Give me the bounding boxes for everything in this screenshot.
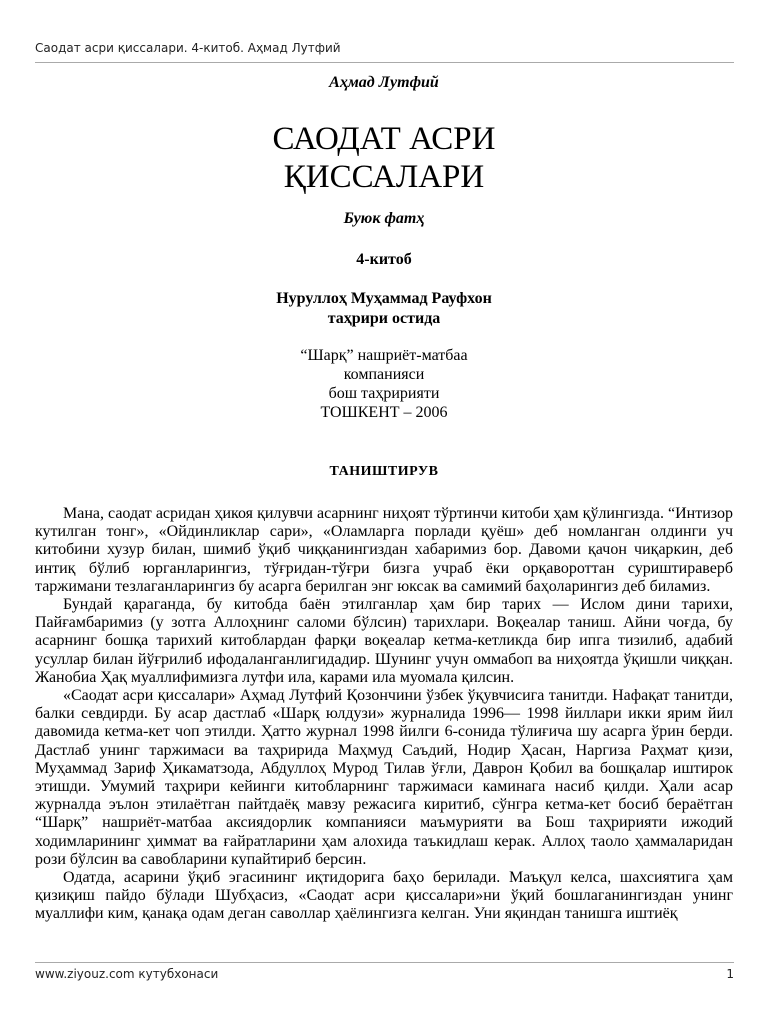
book-subtitle: Буюк фатҳ	[343, 210, 425, 227]
page-number: 1	[726, 967, 734, 981]
paragraph: Мана, саодат асридан ҳикоя қилувчи асарнинг ниҳоят тўртинчи китоби ҳам қўлингизда. “Интизор кутилган тонг», «Ойдинликлар сари», «Оламларга порлади қуёш» деб номланган олдинги уч китобини хузур билан, шимиб ўқиб чиққанингиздан хабаримиз бор. Давоми қачон чиқаркин, деб интиқ бўлиб юрганларингиз, тўғридан-тўғри бизга учраб ёки орқавороттан суриштираверб таржимани тезлаганларингиз бу асарга берилган энг юксак ва самимий баҳоларингиз деб биламиз.	[35, 505, 733, 595]
header-divider	[35, 62, 734, 63]
paragraph: Бундай қараганда, бу китобда баён этилганлар ҳам бир тарих — Ислом дини тарихи, Пайғамбаримиз (у зотга Аллоҳнинг саломи бўлсин) тарихлари. Воқеалар таниш. Айни чоғда, бу асарнинг бошқа тарихий китоблардан фарқи воқеалар кетма-кетликда бир ипга тизилиб, адабий усуллар билан йўғрилиб ифодаланганлигидадир. Шунинг учун оммабоп ва ниҳоятда ўқишли чиққан. Жанобиа Ҳақ муаллифимизга лутфи ила, карами ила муомала қилсин.	[35, 596, 733, 686]
editor-name: Нуруллоҳ Муҳаммад Рауфхон	[276, 290, 492, 307]
editor-block	[0, 289, 768, 329]
section-heading: ТАНИШТИРУВ	[329, 464, 439, 479]
footer-divider	[35, 962, 734, 963]
book-title-line-2: ҚИССАЛАРИ	[283, 159, 485, 195]
paragraph: «Саодат асри қиссалари» Аҳмад Лутфий Қозончини ўзбек ўқувчисига танитди. Нафақат танитди, балки севдирди. Бу асар дастлаб «Шарқ юлдузи» журналида 1996— 1998 йиллари икки ярим йил давомида кетма-кет чоп этилди. Ҳатто журнал 1998 йилги 6-сонида тўлиғича шу асарга ўрин берди. Дастлаб унинг таржимаси ва таҳририда Маҳмуд Саъдий, Нодир Ҳасан, Наргиза Раҳмат қизи, Муҳаммад Зариф Ҳикаматзода, Абдуллоҳ Мурод Тилав ўғли, Даврон Қобил ва бошқалар иштирок этишди. Умумий таҳрири кейинги китобларнинг таржимаси каминага насиб қилди. Ҳали асар журналда эълон этилаётган пайтдаёқ мавзу режасига киритиб, сўнгра кетма-кет босиб бераётган “Шарқ” нашриёт-матбаа аксиядорлик компанияси маъмурияти ва Бош таҳририяти ижодий ходимларининг ҳиммат ва ғайратларини ҳам алохида таъкидлаш керак. Аллоҳ таоло ҳаммаларидан рози бўлсин ва савобларини купайтириб берсин.	[35, 687, 733, 868]
publisher-line-3: бош таҳририяти	[328, 385, 440, 402]
introduction-text	[35, 505, 733, 924]
paragraph: Одатда, асарини ўқиб эгасининг иқтидорига баҳо берилади. Маъқул келса, шахсиятига ҳам қизиқиш пайдо бўлади Шубҳасиз, «Саодат асри қиссалари»ни ўқий бошлаганингиздан унинг муаллифи ким, қанақа одам деган саволлар ҳаёлингизга келган. Уни яқиндан танишга иштиёқ	[35, 869, 733, 923]
publisher-line-2: компанияси	[343, 366, 425, 383]
publication-city-year: ТОШКЕНТ – 2006	[320, 404, 448, 421]
author-name: Аҳмад Лутфий	[329, 74, 439, 91]
publisher-line-1: “Шарқ” нашриёт-матбаа	[300, 347, 468, 364]
book-title-line-1: САОДАТ АСРИ	[272, 121, 496, 157]
running-header: Саодат асри қиссалари. 4-китоб. Аҳмад Лутфий	[35, 41, 341, 55]
book-number: 4-китоб	[356, 251, 412, 268]
editor-note: таҳрири остида	[327, 310, 441, 327]
footer-site-link[interactable]: www.ziyouz.com кутубхонаси	[35, 967, 219, 981]
publisher-block	[0, 346, 768, 422]
book-title	[0, 120, 768, 196]
